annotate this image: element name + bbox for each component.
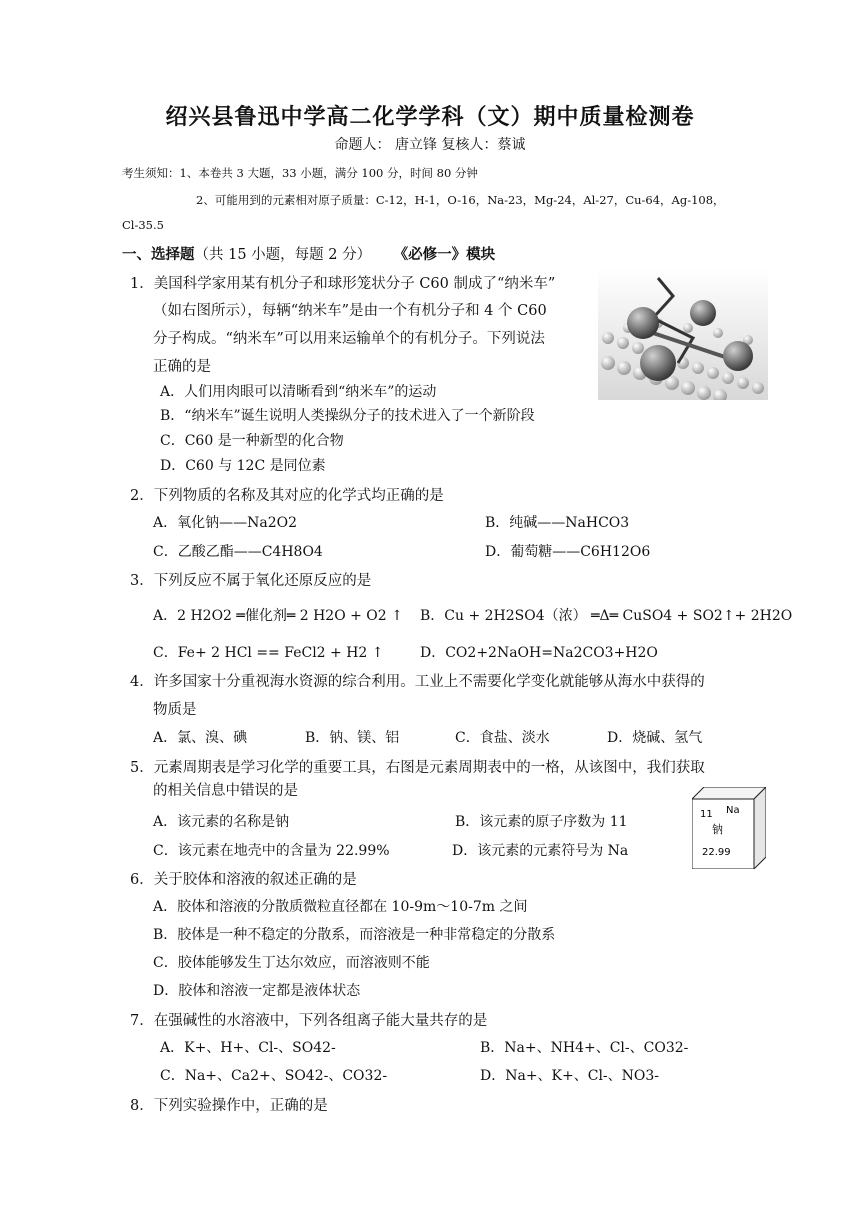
q7-option-a: A．K+、H+、Cl-、SO42- (160, 1040, 336, 1056)
q4-option-b: B．钠、镁、铝 (305, 730, 400, 746)
authors-line: 命题人： 唐立锋 复核人：蔡诚 (334, 137, 526, 153)
element-symbol: Na (726, 805, 740, 816)
q8-stem: 8．下列实验操作中，正确的是 (130, 1098, 328, 1114)
q4-option-d: D．烧碱、氢气 (607, 730, 703, 746)
q3-option-d: D．CO2+2NaOH=Na2CO3+H2O (420, 645, 658, 661)
q4-line-1: 4．许多国家十分重视海水资源的综合利用。工业上不需要化学变化就能够从海水中获得的 (130, 674, 705, 690)
q2-option-b: B．纯碱——NaHCO3 (485, 515, 630, 531)
section-module: 《必修一》模块 (393, 246, 496, 263)
q5-option-b: B．该元素的原子序数为 11 (455, 814, 628, 830)
q1-option-c: C．C60 是一种新型的化合物 (160, 433, 344, 449)
q7-option-c: C．Na+、Ca2+、SO42-、CO32- (160, 1068, 388, 1084)
section-title: 一、选择题 (122, 246, 195, 263)
q5-option-a: A．该元素的名称是钠 (153, 814, 290, 830)
q1-line-4: 正确的是 (153, 359, 211, 375)
q1-option-a: A．人们用肉眼可以清晰看到“纳米车”的运动 (160, 384, 437, 400)
q2-option-c: C．乙酸乙酯——C4H8O4 (153, 544, 323, 560)
element-name: 钠 (712, 823, 723, 836)
q3-option-a: A．2 H2O2 ═催化剂═ 2 H2O + O2 ↑ (153, 608, 403, 624)
q1-option-b: B．“纳米车”诞生说明人类操纵分子的技术进入了一个新阶段 (160, 408, 535, 424)
nanocar-image (598, 268, 768, 400)
q1-line-3: 分子构成。“纳米车”可以用来运输单个的有机分子。下列说法 (153, 331, 545, 347)
q6-option-a: A．胶体和溶液的分散质微粒直径都在 10-9m～10-7m 之间 (153, 899, 528, 915)
q4-line-2: 物质是 (153, 702, 197, 718)
element-cell (692, 787, 766, 869)
q5-line-2: 的相关信息中错误的是 (153, 783, 298, 799)
section-heading (122, 243, 495, 264)
q7-option-d: D．Na+、K+、Cl-、NO3- (480, 1068, 660, 1084)
q5-line-1: 5．元素周期表是学习化学的重要工具，右图是元素周期表中的一格，从该图中，我们获取 (130, 760, 705, 776)
notice-line-2: 2、可能用到的元素相对原子质量：C-12，H-1，O-16，Na-23，Mg-24，Al-27，Cu-64，Ag-108， (196, 193, 725, 207)
element-mass: 22.99 (702, 847, 731, 858)
q5-option-c: C．该元素在地壳中的含量为 22.99% (153, 843, 390, 859)
q3-option-b: B．Cu + 2H2SO4（浓） ═Δ═ CuSO4 + SO2↑+ 2H2O (420, 608, 793, 624)
q1-line-2: （如右图所示），每辆“纳米车”是由一个有机分子和 4 个 C60 (153, 303, 547, 319)
q5-option-d: D．该元素的元素符号为 Na (452, 843, 629, 859)
q1-option-d: D．C60 与 12C 是同位素 (160, 458, 326, 474)
q2-option-d: D．葡萄糖——C6H12O6 (485, 544, 651, 560)
section-subtitle: （共 15 小题，每题 2 分） (194, 247, 372, 263)
page-title: 绍兴县鲁迅中学高二化学学科（文）期中质量检测卷 (165, 105, 695, 130)
q3-option-c: C．Fe+ 2 HCl == FeCl2 + H2 ↑ (153, 645, 384, 661)
element-number: 11 (700, 809, 713, 820)
q1-line-1: 1．美国科学家用某有机分子和球形笼状分子 C60 制成了“纳米车” (130, 276, 556, 292)
q6-option-b: B．胶体是一种不稳定的分散系，而溶液是一种非常稳定的分散系 (153, 927, 556, 943)
q4-option-a: A．氯、溴、碘 (153, 730, 248, 746)
q2-stem: 2．下列物质的名称及其对应的化学式均正确的是 (130, 488, 444, 504)
q2-option-a: A．氧化钠——Na2O2 (153, 515, 297, 531)
q6-option-c: C．胶体能够发生丁达尔效应，而溶液则不能 (153, 955, 430, 971)
notice-line-3: Cl-35.5 (122, 218, 164, 232)
notice-line-1: 考生须知：1、本卷共 3 大题，33 小题，满分 100 分，时间 80 分钟 (122, 166, 478, 180)
q7-stem: 7．在强碱性的水溶液中，下列各组离子能大量共存的是 (130, 1013, 488, 1029)
q6-option-d: D．胶体和溶液一定都是液体状态 (153, 983, 361, 999)
q6-stem: 6．关于胶体和溶液的叙述正确的是 (130, 872, 357, 888)
q3-stem: 3．下列反应不属于氧化还原反应的是 (130, 573, 372, 589)
q4-option-c: C．食盐、淡水 (455, 730, 550, 746)
q7-option-b: B．Na+、NH4+、Cl-、CO32- (480, 1040, 689, 1056)
